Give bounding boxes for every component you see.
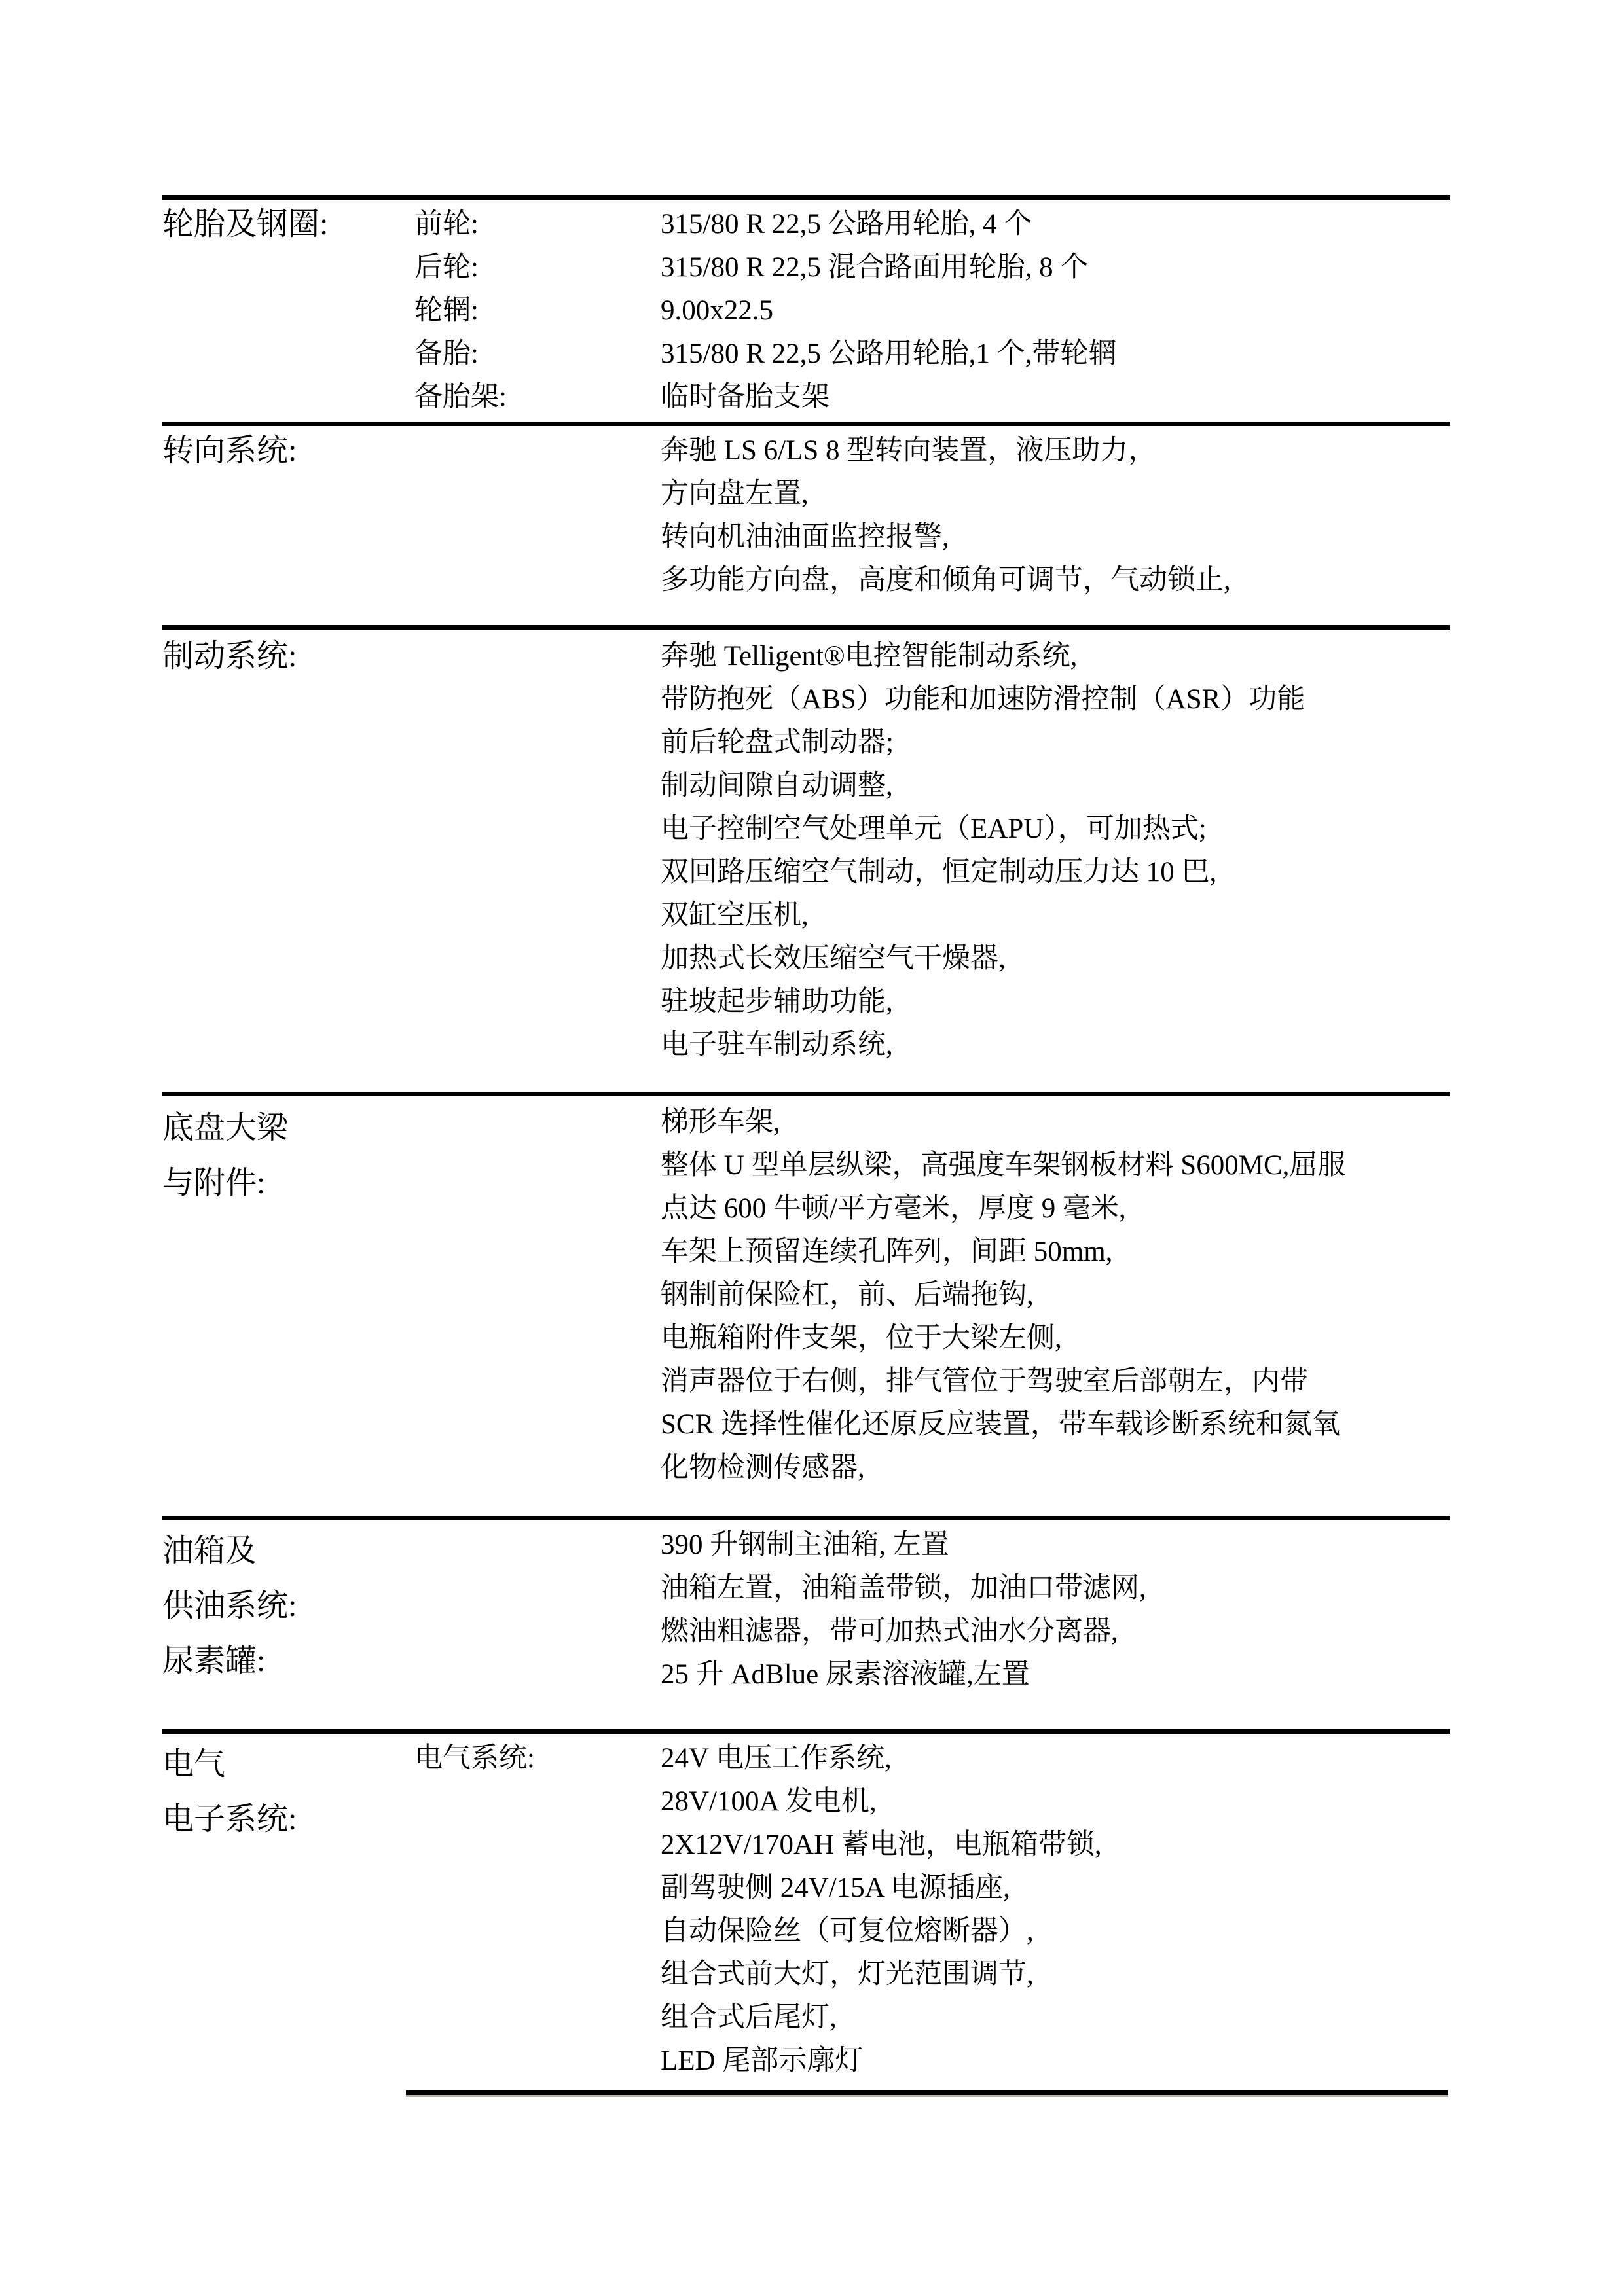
row-value: SCR 选择性催化还原反应装置，带车载诊断系统和氮氧 — [661, 1409, 1341, 1440]
section-label-column — [162, 1101, 288, 1211]
section-label-column — [162, 1737, 297, 1847]
section-label: 底盘大梁 — [162, 1111, 289, 1145]
divider-rule — [162, 625, 1450, 630]
row-value: 消声器位于右侧，排气管位于驾驶室后部朝左，内带 — [661, 1366, 1308, 1397]
row-value: 多功能方向盘，高度和倾角可调节，气动锁止, — [661, 565, 1231, 596]
row-value: 前后轮盘式制动器; — [661, 727, 894, 758]
row-value: 奔驰 LS 6/LS 8 型转向装置，液压助力， — [661, 435, 1157, 466]
section-label: 转向系统: — [162, 433, 297, 468]
row-value: 点达 600 牛顿/平方毫米，厚度 9 毫米, — [661, 1193, 1126, 1224]
row-label: 轮辋: — [414, 295, 479, 326]
row-value: 副驾驶侧 24V/15A 电源插座, — [661, 1873, 1010, 1903]
row-value: 梯形车架, — [661, 1107, 780, 1138]
row-value-column — [661, 203, 1116, 419]
section-label: 电气 — [162, 1747, 226, 1782]
row-value: 车架上预留连续孔阵列，间距 50mm, — [661, 1236, 1113, 1267]
row-value: 临时备胎支架 — [661, 382, 830, 412]
divider-rule — [162, 422, 1450, 426]
row-value-column — [661, 429, 1231, 602]
row-value-column — [661, 1737, 1102, 2083]
row-value: 电子控制空气处理单元（EAPU），可加热式; — [661, 814, 1207, 844]
row-value: 双回路压缩空气制动，恒定制动压力达 10 巴, — [661, 857, 1217, 888]
row-value: 油箱左置，油箱盖带锁，加油口带滤网, — [661, 1573, 1146, 1604]
row-value-column — [661, 1524, 1146, 1696]
row-value: 组合式前大灯，灯光范围调节, — [661, 1959, 1034, 1990]
row-value: 制动间隙自动调整, — [661, 770, 893, 801]
section-label-column — [162, 203, 328, 246]
section-label-column — [162, 429, 297, 473]
row-value: 带防抱死（ABS）功能和加速防滑控制（ASR）功能 — [661, 684, 1305, 715]
row-value: 315/80 R 22,5 混合路面用轮胎, 8 个 — [661, 252, 1089, 283]
divider-rule — [162, 1092, 1450, 1096]
row-label: 后轮: — [414, 252, 479, 283]
row-value: 组合式后尾灯, — [661, 2002, 837, 2033]
row-value: 电瓶箱附件支架，位于大梁左侧, — [661, 1323, 1062, 1354]
section-label: 轮胎及钢圈: — [162, 207, 329, 242]
row-value: 28V/100A 发电机, — [661, 1786, 877, 1817]
row-label: 电气系统: — [414, 1743, 535, 1774]
row-value: 315/80 R 22,5 公路用轮胎,1 个,带轮辋 — [661, 338, 1117, 369]
row-value: 390 升钢制主油箱, 左置 — [661, 1530, 949, 1560]
section-label: 制动系统: — [162, 639, 297, 673]
row-value: 24V 电压工作系统, — [661, 1743, 892, 1774]
row-value: 化物检测传感器, — [661, 1452, 865, 1483]
row-value: 钢制前保险杠，前、后端拖钩, — [661, 1280, 1034, 1310]
row-value: 自动保险丝（可复位熔断器）, — [661, 1916, 1034, 1946]
divider-rule — [406, 2090, 1448, 2097]
row-value-column — [661, 635, 1305, 1067]
row-value: 315/80 R 22,5 公路用轮胎, 4 个 — [661, 209, 1032, 240]
divider-rule — [162, 1729, 1450, 1734]
row-value: 方向盘左置, — [661, 478, 809, 509]
row-label: 前轮: — [414, 209, 479, 240]
section-label: 油箱及 — [162, 1534, 257, 1568]
section-label-column — [162, 1524, 297, 1689]
row-value: 电子驻车制动系统, — [661, 1030, 893, 1060]
row-value: 转向机油油面监控报警, — [661, 522, 949, 552]
section-label: 电子系统: — [162, 1802, 297, 1837]
row-label: 备胎架: — [414, 382, 507, 412]
divider-rule — [162, 1516, 1450, 1520]
row-value: 加热式长效压缩空气干燥器, — [661, 943, 1006, 974]
row-value: 驻坡起步辅助功能, — [661, 986, 893, 1017]
section-label: 供油系统: — [162, 1588, 297, 1623]
row-value-column — [661, 1101, 1345, 1490]
row-value: 燃油粗滤器，带可加热式油水分离器, — [661, 1616, 1118, 1647]
section-label-column — [162, 635, 297, 678]
row-value: 整体 U 型单层纵梁，高强度车架钢板材料 S600MC,屈服 — [661, 1150, 1346, 1181]
row-value: 双缸空压机, — [661, 900, 809, 931]
divider-rule — [162, 195, 1450, 200]
row-value: LED 尾部示廓灯 — [661, 2045, 864, 2076]
row-label-column — [414, 1737, 535, 1780]
row-label: 备胎: — [414, 338, 479, 369]
row-value: 25 升 AdBlue 尿素溶液罐,左置 — [661, 1659, 1030, 1690]
section-label: 与附件: — [162, 1166, 266, 1200]
row-value: 奔驰 Telligent®电控智能制动系统, — [661, 641, 1078, 672]
row-label-column — [414, 203, 507, 419]
row-value: 9.00x22.5 — [661, 295, 773, 326]
section-label: 尿素罐: — [162, 1643, 266, 1678]
row-value: 2X12V/170AH 蓄电池，电瓶箱带锁, — [661, 1829, 1102, 1860]
